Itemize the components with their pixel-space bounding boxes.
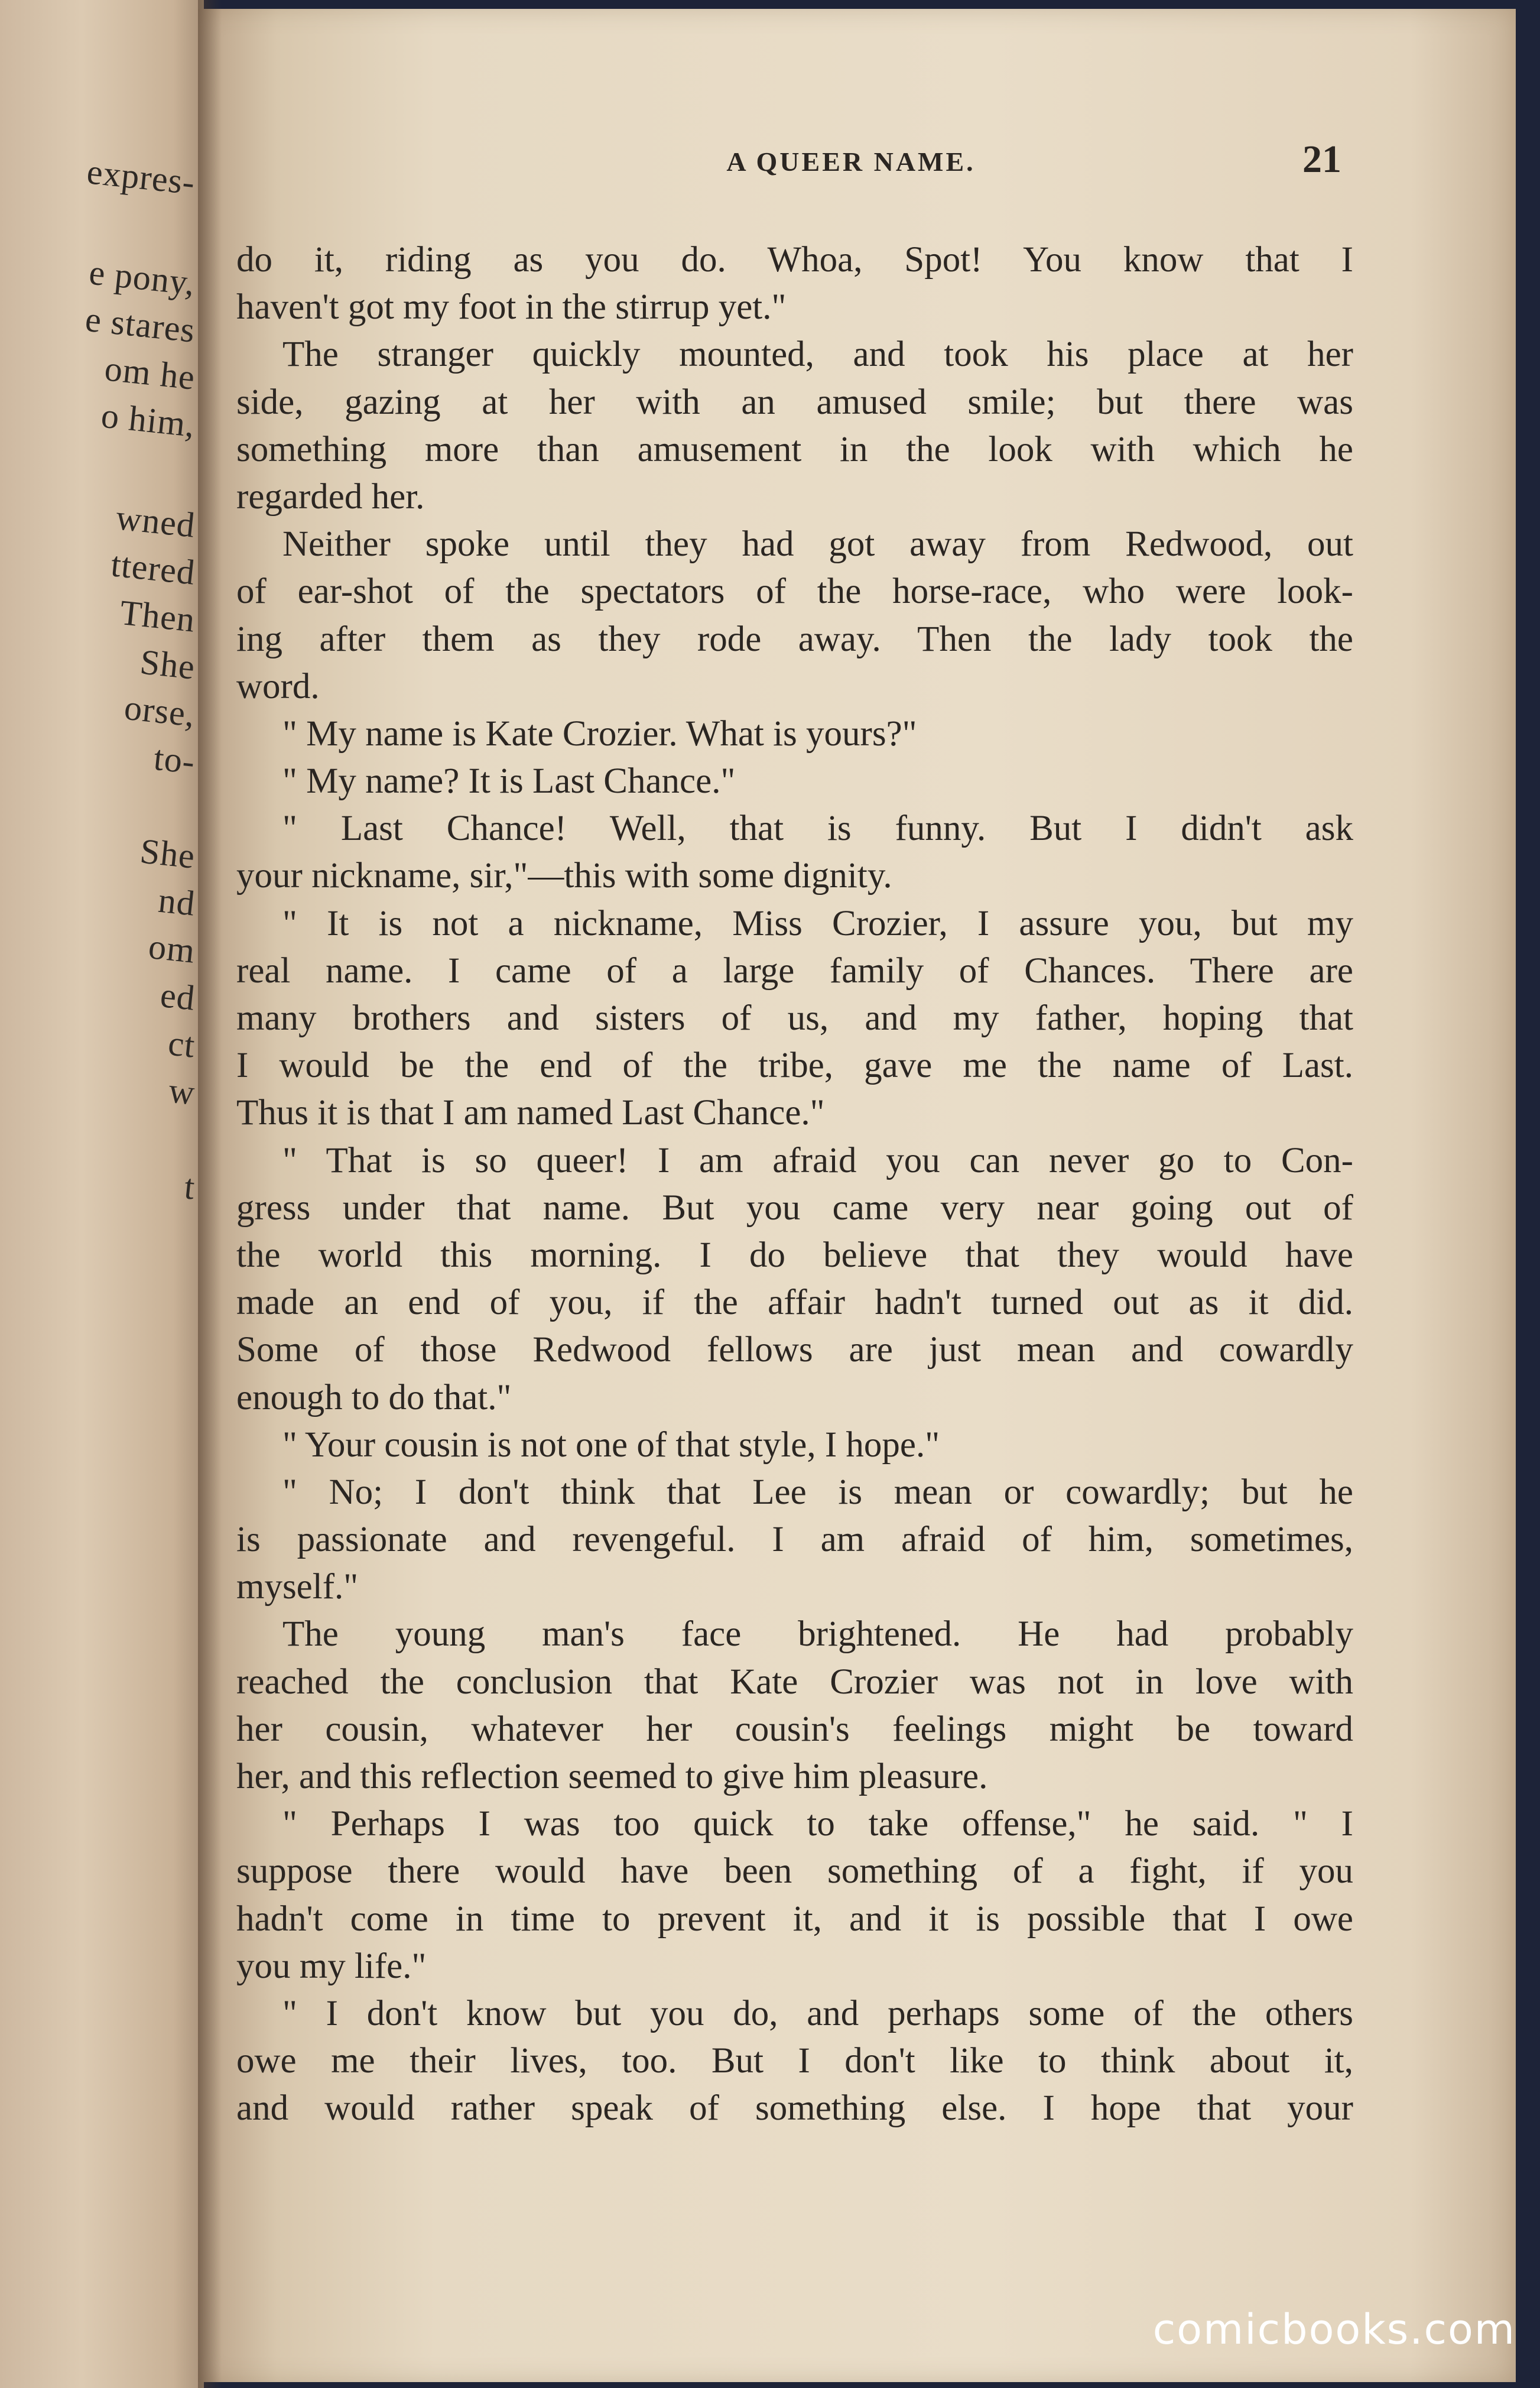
text-line: many brothers and sisters of us, and my father, hoping that bbox=[236, 998, 1353, 1038]
previous-page-edge bbox=[0, 0, 204, 2388]
fragment-line: nd bbox=[156, 880, 197, 923]
fragment-line: e stares bbox=[83, 299, 197, 350]
fragment-line: om he bbox=[103, 349, 197, 397]
text-line: real name. I came of a large family of Chances. There are bbox=[236, 950, 1353, 991]
fragment-line: wned bbox=[114, 498, 197, 545]
text-line: " That is so queer! I am afraid you can never go to Con- bbox=[282, 1140, 1353, 1180]
text-line: Some of those Redwood fellows are just mean and cowardly bbox=[236, 1330, 1353, 1370]
text-line: " My name is Kate Crozier. What is yours?" bbox=[282, 713, 917, 754]
watermark: comicbooks.com bbox=[1152, 2305, 1516, 2354]
text-line: enough to do that." bbox=[236, 1377, 512, 1417]
text-line: the world this morning. I do believe that they would have bbox=[236, 1235, 1353, 1275]
fragment-line: ed bbox=[158, 975, 197, 1018]
fragment-line: om bbox=[147, 926, 197, 971]
fragment-line: to- bbox=[152, 738, 197, 781]
text-line: " Last Chance! Well, that is funny. But I didn't ask bbox=[282, 809, 1353, 849]
text-line: your nickname, sir,"—this with some dignity. bbox=[236, 856, 892, 896]
fragment-line: orse, bbox=[122, 687, 197, 734]
text-line: The stranger quickly mounted, and took his place at her bbox=[282, 335, 1353, 375]
text-line: side, gazing at her with an amused smile; but there was bbox=[236, 382, 1353, 422]
text-line: hadn't come in time to prevent it, and it is possible that I owe bbox=[236, 1899, 1353, 1939]
text-line: myself." bbox=[236, 1567, 359, 1607]
text-line: her cousin, whatever her cousin's feelings might be toward bbox=[236, 1709, 1353, 1749]
text-line: do it, riding as you do. Whoa, Spot! You know that I bbox=[236, 240, 1353, 280]
text-line: " Your cousin is not one of that style, I hope." bbox=[282, 1425, 940, 1465]
body-text bbox=[236, 236, 1353, 2133]
fragment-line: She bbox=[138, 831, 197, 876]
text-line: gress under that name. But you came very near going out of bbox=[236, 1187, 1353, 1228]
fragment-line: w bbox=[167, 1070, 197, 1112]
text-line: " It is not a nickname, Miss Crozier, I assure you, but my bbox=[282, 903, 1353, 943]
text-line: " Perhaps I was too quick to take offense," he said. " I bbox=[282, 1804, 1353, 1844]
text-line: " My name? It is Last Chance." bbox=[282, 761, 736, 802]
text-line: of ear-shot of the spectators of the horse-race, who were look- bbox=[236, 572, 1353, 612]
fragment-line: She bbox=[138, 642, 197, 687]
text-line: owe me their lives, too. But I don't like to think about it, bbox=[236, 2041, 1353, 2081]
text-line: her, and this reflection seemed to give him pleasure. bbox=[236, 1757, 988, 1796]
text-line: something more than amusement in the look with which he bbox=[236, 429, 1353, 469]
text-line: ing after them as they rode away. Then the lady took the bbox=[236, 619, 1353, 659]
text-line: made an end of you, if the affair hadn't turned out as it did. bbox=[236, 1283, 1353, 1323]
text-line: I would be the end of the tribe, gave me the name of Last. bbox=[236, 1046, 1353, 1086]
text-line: Neither spoke until they had got away from Redwood, out bbox=[282, 524, 1353, 564]
text-line: Thus it is that I am named Last Chance." bbox=[236, 1093, 825, 1133]
text-line: regarded her. bbox=[236, 476, 425, 517]
page-number: 21 bbox=[1302, 138, 1341, 181]
text-line: word. bbox=[236, 666, 320, 706]
fragment-line: expres- bbox=[85, 151, 197, 202]
fragment-line: t bbox=[182, 1167, 197, 1207]
text-line: " I don't know but you do, and perhaps some of the others bbox=[282, 1993, 1353, 2033]
text-line: is passionate and revengeful. I am afraid of him, sometimes, bbox=[236, 1520, 1353, 1560]
text-line: The young man's face brightened. He had probably bbox=[282, 1614, 1353, 1654]
fragment-line: Then bbox=[118, 592, 197, 640]
text-line: reached the conclusion that Kate Crozier was not in love with bbox=[236, 1662, 1353, 1702]
fragment-line: ct bbox=[166, 1023, 197, 1065]
text-line: " No; I don't think that Lee is mean or cowardly; but he bbox=[282, 1472, 1353, 1512]
fragment-line: ttered bbox=[109, 544, 197, 592]
text-line: you my life." bbox=[236, 1946, 427, 1986]
text-line: haven't got my foot in the stirrup yet." bbox=[236, 287, 787, 327]
fragment-line: o him, bbox=[99, 395, 197, 444]
text-line: and would rather speak of something else. I hope that your bbox=[236, 2088, 1353, 2129]
running-head: A QUEER NAME. bbox=[726, 147, 976, 177]
page-gutter-shadow bbox=[198, 0, 222, 2388]
text-line: suppose there would have been something of a fight, if you bbox=[236, 1851, 1353, 1891]
fragment-line: e pony, bbox=[87, 252, 197, 303]
